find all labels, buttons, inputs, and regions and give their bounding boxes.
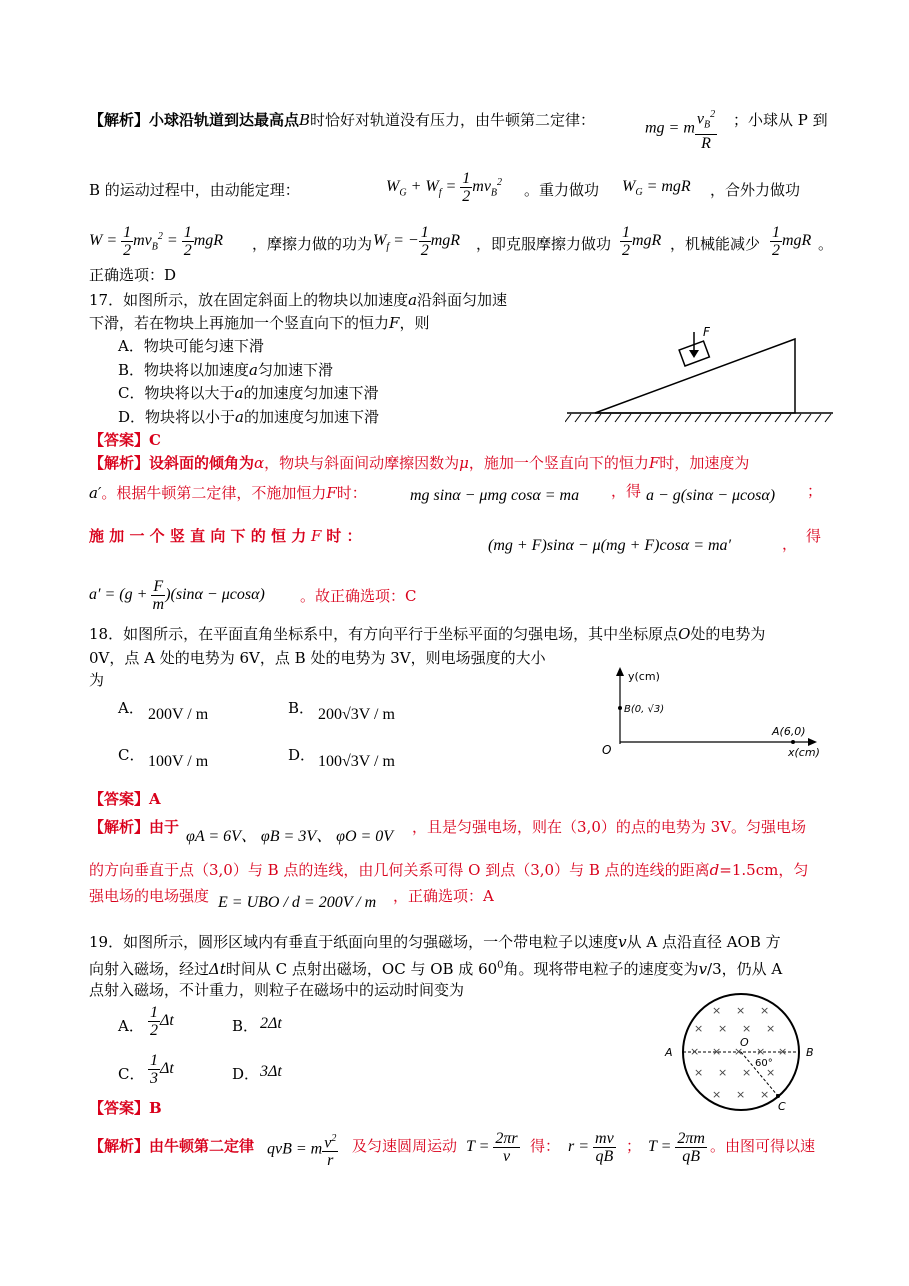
svg-text:×: ×	[736, 1004, 746, 1017]
p17-q2-text: 下滑，若在物块上再施加一个竖直向下的恒力	[89, 314, 390, 332]
p17-eq-no-force: mg sinα − μmg cosα = ma	[410, 487, 580, 504]
p16-exp-prefix: 【解析】小球沿轨道到达最高点	[89, 111, 300, 129]
p17-optb-post: 匀加速下滑	[257, 361, 333, 379]
p17-exp2-var: a′	[89, 484, 102, 502]
svg-text:×: ×	[712, 1088, 722, 1101]
p17-option-d[interactable]	[118, 407, 379, 427]
p19-answer: 【答案】B	[89, 1099, 162, 1117]
p18-question-line1	[89, 624, 765, 644]
point-c	[776, 1094, 780, 1098]
svg-text:×: ×	[694, 1022, 704, 1035]
p17-option-a[interactable]: A．物块可能匀速下滑	[118, 337, 264, 355]
p17-q2-var: F	[389, 314, 400, 332]
p17-exp-line3	[89, 526, 361, 546]
p19-q2-sup: 0	[497, 960, 504, 971]
p18-exp2-text: 的方向垂直于点（3,0）与 B 点的连线，由几何关系可得 O 到点（3,0）与 B 点的连线的距离	[89, 861, 710, 879]
svg-text:×: ×	[694, 1066, 704, 1079]
svg-text:×: ×	[766, 1022, 776, 1035]
p17-exp1-f: F	[648, 454, 660, 472]
p16-line3-mid3: ，机械能减少	[670, 235, 761, 253]
p17-q1-end: 沿斜面匀加速	[417, 291, 508, 309]
p17-optb-pre: B．物块将以加速度	[118, 361, 250, 379]
p18-question-line3: 为	[89, 671, 105, 689]
svg-text:×: ×	[766, 1066, 776, 1079]
p18-answer: 【答案】A	[89, 790, 161, 808]
p17-exp3-end: ，	[782, 535, 798, 553]
p17-exp-line1	[89, 453, 749, 473]
p19-question-line3: 点射入磁场，不计重力，则粒子在磁场中的运动时间变为	[89, 981, 465, 999]
p18-option-a-label[interactable]: A．	[118, 699, 144, 717]
p16-answer: 正确选项：D	[89, 266, 177, 284]
p19-option-d-value[interactable]: 3Δt	[260, 1063, 282, 1080]
p17-exp1-text: 【解析】设斜面的倾角为	[89, 454, 255, 472]
label-c: C	[778, 1100, 786, 1113]
p18-exp-line1-b: ，且是匀强电场，则在（3,0）的点的电势为 3V。匀强电场	[412, 818, 807, 836]
p19-q2-dt: Δt	[209, 960, 226, 978]
p18-question-line2: 0V，点 A 处的电势为 6V，点 B 处的电势为 3V，则电场强度的大小	[89, 649, 546, 667]
p19-exp1-end: 。由图可得以速	[710, 1137, 816, 1155]
svg-text:×: ×	[712, 1045, 722, 1058]
svg-text:×: ×	[760, 1088, 770, 1101]
p17-question-line1	[89, 290, 507, 310]
p18-q1-var: O	[678, 625, 691, 643]
label-b: B	[806, 1046, 814, 1059]
p17-exp1-mu: μ	[459, 454, 469, 472]
p19-q2-c: 角。现将带电粒子的速度变为	[503, 960, 699, 978]
p16-line3-mid2: ，即克服摩擦力做功	[476, 235, 612, 253]
p17-exp1-alpha: α	[254, 454, 265, 472]
p16-eq-wg: $W_G$ = mgR	[622, 178, 691, 199]
p19-option-a-value[interactable]: $\frac{1}{2}$ Δt	[150, 1004, 174, 1039]
p19-exp1-b: 及匀速圆周运动	[352, 1137, 458, 1155]
p18-option-d-value[interactable]: 100√3V / m	[318, 753, 395, 770]
p17-exp-line2	[89, 483, 367, 503]
p19-exp1-c: 得：	[530, 1137, 561, 1155]
p17-exp1-c: ，施加一个竖直向下的恒力	[468, 454, 649, 472]
p16-eq-half1: $\frac{1}{2}$ mgR	[622, 224, 662, 259]
p19-exp1-d: ；	[626, 1137, 642, 1155]
svg-text:×: ×	[756, 1045, 766, 1058]
p17-exp3-a: 施 加 一 个 竖 直 向 下 的 恒 力	[89, 527, 307, 545]
p19-q2-a: 向射入磁场，经过	[89, 960, 210, 978]
p16-line3-end: 。	[818, 235, 834, 253]
p16-var-b: B	[299, 111, 311, 129]
y-axis-arrow	[616, 667, 624, 676]
p17-q1-text: 17．如图所示，放在固定斜面上的物块以加速度	[89, 291, 409, 309]
p16-eq-wf: $W_f$ = − $\frac{1}{2}$ mgR	[373, 224, 461, 259]
p17-q2-end: ，则	[399, 314, 430, 332]
p18-exp2-d: d	[709, 861, 720, 879]
p18-exp2-end: =1.5cm，匀	[719, 861, 809, 879]
p18-q1-text: 18．如图所示，在平面直角坐标系中，有方向平行于坐标平面的匀强电场，其中坐标原点	[89, 625, 679, 643]
p17-optb-var: a	[249, 361, 258, 379]
p16-line3-mid: ，摩擦力做的功为	[252, 235, 373, 253]
p17-eq-with-force: (mg + F)sinα − μ(mg + F)cosα = ma′	[488, 537, 732, 554]
p16-line1	[89, 110, 595, 130]
p17-incline-figure	[565, 322, 835, 426]
p17-option-c[interactable]	[118, 383, 378, 403]
p19-exp1-a: 【解析】由牛顿第二定律	[89, 1137, 255, 1155]
p16-eq-mg: mg = m $\frac{v_B^2}{R}$	[645, 106, 717, 152]
p19-question-line2	[89, 956, 782, 979]
p17-optd-post: 的加速度匀加速下滑	[243, 408, 379, 426]
p19-question-line1	[89, 932, 781, 952]
p17-exp2-a: 。根据牛顿第二定律，不施加恒力	[101, 484, 327, 502]
p19-option-d-label[interactable]: D．	[232, 1065, 260, 1083]
p18-exp-line2	[89, 860, 808, 880]
p16-line1-tail: ；小球从 P 到	[733, 111, 828, 129]
p17-exp3-f: F	[311, 527, 322, 545]
y-axis-label: y(cm)	[628, 670, 660, 683]
p17-exp1-d: 时，加速度为	[659, 454, 750, 472]
p17-answer: 【答案】C	[89, 431, 161, 449]
p17-optc-var: a	[234, 384, 244, 402]
p17-optd-var: a	[235, 408, 244, 426]
svg-text:×: ×	[736, 1088, 746, 1101]
p16-eq-work-energy: $W_G + W_f$ = $\frac{1}{2}$ $mv_B^2$	[386, 170, 503, 205]
p19-eq-radius: r = $\frac{mv}{qB}$	[568, 1130, 614, 1165]
p16-line2-mid: 。重力做功	[524, 181, 600, 199]
label-angle: 60°	[755, 1058, 773, 1069]
p19-q1-text: 19．如图所示，圆形区域内有垂直于纸面向里的匀强磁场，一个带电粒子以速度	[89, 933, 619, 951]
p17-exp2-f: F	[326, 484, 337, 502]
svg-text:×: ×	[718, 1022, 728, 1035]
p17-option-b[interactable]	[118, 360, 333, 380]
label-a: A	[665, 1046, 673, 1059]
p18-coordinate-figure	[596, 662, 836, 762]
p19-option-c-value[interactable]: $\frac{1}{3}$ Δt	[150, 1052, 174, 1087]
p19-magnetic-field-figure	[660, 992, 830, 1122]
p17-eq-a: a − g(sinα − μcosα)	[646, 487, 776, 504]
p19-exp-line1-a	[89, 1136, 254, 1156]
p19-eq-lorentz: qvB = m $\frac{v^2}{r}$	[267, 1130, 338, 1169]
p17-question-line2	[89, 313, 429, 333]
svg-text:×: ×	[690, 1045, 700, 1058]
p17-optc-post: 的加速度匀加速下滑	[243, 384, 379, 402]
label-o: O	[740, 1036, 749, 1049]
p18-eq-potentials: φA = 6V、 φB = 3V、 φO = 0V	[186, 828, 394, 845]
p17-exp2-b: 时：	[336, 484, 367, 502]
svg-text:×: ×	[718, 1066, 728, 1079]
p18-q1-end: 处的电势为	[690, 625, 766, 643]
p19-option-b-label[interactable]: B．	[232, 1017, 259, 1035]
p19-eq-period-m: T = $\frac{2\pi m}{qB}$	[648, 1130, 705, 1165]
p17-q1-var: a	[408, 291, 418, 309]
p18-option-d-label[interactable]: D．	[288, 746, 316, 764]
p19-q2-v: v	[698, 960, 708, 978]
p18-eq-field: E = UBO / d = 200V / m	[218, 894, 377, 911]
p18-option-a-value[interactable]: 200V / m	[148, 706, 209, 723]
p19-eq-period: T = $\frac{2\pi r}{v}$	[466, 1130, 518, 1165]
x-axis-label: x(cm)	[788, 746, 820, 759]
p17-exp2-c: ，得	[611, 482, 642, 500]
p19-q1-end: 从 A 点沿直径 AOB 方	[626, 933, 781, 951]
svg-text:×: ×	[778, 1045, 788, 1058]
p16-line1-rest: 时恰好对轨道没有压力，由牛顿第二定律：	[310, 111, 596, 129]
p18-option-c-value[interactable]: 100V / m	[148, 753, 209, 770]
p17-exp1-b: ，物块与斜面间动摩擦因数为	[264, 454, 460, 472]
p17-exp3-de: 得	[806, 527, 822, 545]
p18-option-c-label[interactable]: C．	[118, 746, 145, 764]
p16-eq-w: W = $\frac{1}{2}$ $mv_B^2$ = $\frac{1}{2}$ mgR	[89, 224, 224, 259]
p17-optd-pre: D．物块将以小于	[118, 408, 236, 426]
point-a-label: A(6,0)	[772, 725, 806, 738]
p19-q2-b: 时间从 C 点射出磁场，OC 与 OB 成 60	[225, 960, 498, 978]
p18-exp-line1-a	[89, 817, 179, 837]
svg-text:×: ×	[712, 1004, 722, 1017]
point-b-label: B(0, √3)	[624, 704, 665, 715]
p17-exp2-end: ；	[807, 482, 823, 500]
p18-exp-line3-a: 强电场的电场强度	[89, 887, 210, 905]
p19-q2-end: /3，仍从 A	[707, 960, 783, 978]
p18-exp1-a: 【解析】由于	[89, 818, 180, 836]
p17-exp4-end: 。故正确选项：C	[300, 587, 417, 605]
p18-option-b-value[interactable]: 200√3V / m	[318, 706, 395, 723]
p16-line2-tail: ，合外力做功	[710, 181, 801, 199]
p18-exp-line3-end: ，正确选项：A	[393, 887, 494, 905]
p19-option-c-label[interactable]: C．	[118, 1065, 145, 1083]
p19-option-b-value[interactable]: 2Δt	[260, 1015, 282, 1032]
origin-label: O	[602, 743, 612, 757]
p19-q1-v: v	[618, 933, 627, 951]
p16-eq-half2: $\frac{1}{2}$ mgR	[772, 224, 812, 259]
p19-option-a-label[interactable]: A．	[118, 1017, 144, 1035]
point-a	[791, 740, 795, 744]
x-axis-arrow	[808, 738, 817, 746]
svg-text:×: ×	[734, 1045, 744, 1058]
svg-text:×: ×	[760, 1004, 770, 1017]
p17-optc-pre: C．物块将以大于	[118, 384, 235, 402]
p18-option-b-label[interactable]: B．	[288, 699, 315, 717]
p17-exp3-b: 时 ：	[326, 527, 362, 545]
svg-text:×: ×	[742, 1066, 752, 1079]
p17-eq-a-prime: a′ = (g + $\frac{F}{m}$ )(sinα − μcosα)	[89, 578, 265, 613]
force-label: F	[703, 325, 710, 339]
point-b	[618, 706, 622, 710]
ground-hatch	[565, 414, 831, 422]
p16-line2-text: B 的运动过程中，由动能定理：	[89, 181, 300, 199]
svg-text:×: ×	[742, 1022, 752, 1035]
